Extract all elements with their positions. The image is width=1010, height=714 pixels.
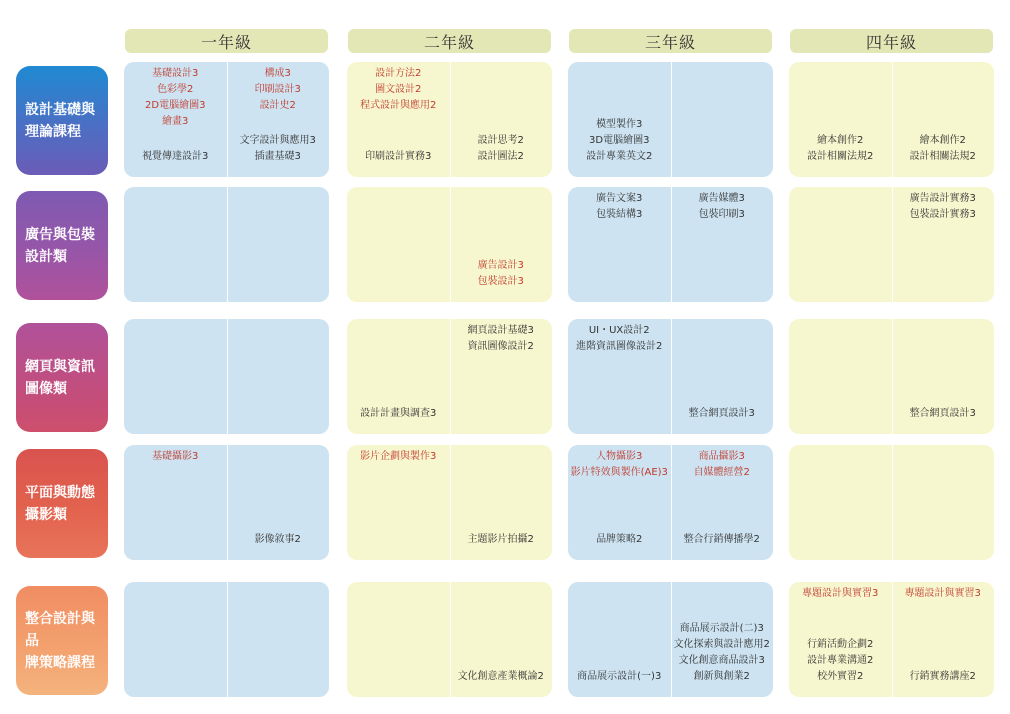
course-group-top — [892, 586, 995, 602]
course-item: 創新與創業2 — [693, 671, 750, 682]
course-block-row4-year1 — [124, 445, 329, 560]
course-group-bottom — [347, 406, 450, 422]
second-semester-cell — [671, 187, 774, 302]
course-block-row5-year1 — [124, 582, 329, 697]
category-label-text: 整合設計與品 牌策略課程 — [25, 610, 95, 671]
course-item: 設計圖法2 — [477, 151, 524, 162]
course-group-bottom — [450, 669, 553, 685]
course-item: 整合行銷傳播學2 — [683, 534, 760, 545]
course-group-bottom — [450, 133, 553, 165]
year-header-3: 三年級 — [569, 29, 772, 53]
course-group-bottom — [671, 621, 774, 685]
second-semester-cell — [227, 319, 330, 434]
category-label-text: 廣告與包裝 設計類 — [25, 226, 95, 265]
second-semester-cell — [671, 62, 774, 177]
first-semester-cell — [347, 319, 450, 434]
category-label-text: 平面與動態 攝影類 — [25, 484, 95, 523]
first-semester-cell — [124, 445, 227, 560]
course-item: 2D電腦繪圖3 — [145, 100, 206, 111]
course-item: 整合網頁設計3 — [688, 408, 755, 419]
course-group-top — [568, 449, 671, 481]
course-group-bottom — [227, 532, 330, 548]
course-item: 影片特效與製作(AE)3 — [570, 467, 668, 478]
course-item: 進階資訊圖像設計2 — [576, 341, 663, 352]
course-group-bottom — [568, 117, 671, 165]
course-group-top — [671, 449, 774, 481]
course-item: UI・UX設計2 — [588, 325, 650, 336]
first-semester-cell — [789, 62, 892, 177]
course-item: 設計方法2 — [375, 68, 422, 79]
course-item: 設計史2 — [259, 100, 296, 111]
course-group-bottom — [671, 406, 774, 422]
year-header-4: 四年級 — [790, 29, 993, 53]
course-item: 文字設計與應用3 — [239, 135, 316, 146]
course-item: 繪畫3 — [162, 116, 189, 127]
course-item: 設計相關法規2 — [807, 151, 874, 162]
second-semester-cell — [450, 319, 553, 434]
course-block-row1-year1 — [124, 62, 329, 177]
course-group-bottom — [450, 258, 553, 290]
course-group-top — [671, 191, 774, 223]
course-block-row2-year1 — [124, 187, 329, 302]
course-item: 構成3 — [264, 68, 291, 79]
course-block-row4-year2 — [347, 445, 552, 560]
first-semester-cell — [347, 445, 450, 560]
course-item: 廣告設計3 — [477, 260, 524, 271]
course-item: 繪本創作2 — [817, 135, 864, 146]
course-group-top — [892, 191, 995, 223]
first-semester-cell — [347, 62, 450, 177]
course-item: 3D電腦繪圖3 — [589, 135, 650, 146]
course-group-bottom — [892, 406, 995, 422]
course-item: 廣告設計實務3 — [909, 193, 976, 204]
course-group-bottom — [450, 532, 553, 548]
second-semester-cell — [892, 445, 995, 560]
course-item: 行銷實務講座2 — [909, 671, 976, 682]
course-item: 設計思考2 — [477, 135, 524, 146]
first-semester-cell — [568, 319, 671, 434]
course-item: 專題設計與實習3 — [904, 588, 981, 599]
course-item: 商品展示設計(一)3 — [577, 671, 662, 682]
course-item: 整合網頁設計3 — [909, 408, 976, 419]
second-semester-cell — [892, 582, 995, 697]
course-item: 印刷設計實務3 — [365, 151, 432, 162]
course-item: 基礎設計3 — [152, 68, 199, 79]
course-group-bottom — [124, 149, 227, 165]
first-semester-cell — [347, 187, 450, 302]
course-item: 影像敘事2 — [254, 534, 301, 545]
course-group-bottom — [227, 133, 330, 165]
course-item: 基礎攝影3 — [152, 451, 199, 462]
course-group-top — [124, 449, 227, 465]
course-group-bottom — [671, 532, 774, 548]
course-block-row4-year3 — [568, 445, 773, 560]
second-semester-cell — [450, 582, 553, 697]
second-semester-cell — [227, 582, 330, 697]
course-group-bottom — [347, 149, 450, 165]
course-item: 影片企劃與製作3 — [360, 451, 437, 462]
first-semester-cell — [568, 62, 671, 177]
first-semester-cell — [789, 582, 892, 697]
first-semester-cell — [124, 582, 227, 697]
course-block-row3-year1 — [124, 319, 329, 434]
course-block-row1-year3 — [568, 62, 773, 177]
course-item: 繪本創作2 — [919, 135, 966, 146]
course-group-bottom — [789, 637, 892, 685]
course-item: 模型製作3 — [596, 119, 643, 130]
course-block-row1-year2 — [347, 62, 552, 177]
course-item: 插畫基礎3 — [254, 151, 301, 162]
course-block-row5-year3 — [568, 582, 773, 697]
course-group-bottom — [568, 532, 671, 548]
course-block-row2-year2 — [347, 187, 552, 302]
course-item: 文化創意商品設計3 — [678, 655, 765, 666]
category-label-4 — [16, 449, 108, 558]
course-item: 主題影片拍攝2 — [467, 534, 534, 545]
course-group-top — [227, 66, 330, 114]
second-semester-cell — [892, 187, 995, 302]
course-block-row3-year3 — [568, 319, 773, 434]
second-semester-cell — [450, 62, 553, 177]
course-item: 文化創意產業概論2 — [457, 671, 544, 682]
second-semester-cell — [227, 187, 330, 302]
course-block-row3-year2 — [347, 319, 552, 434]
first-semester-cell — [568, 582, 671, 697]
course-item: 商品展示設計(二)3 — [679, 623, 764, 634]
course-item: 包裝結構3 — [596, 209, 643, 220]
first-semester-cell — [124, 187, 227, 302]
course-block-row4-year4 — [789, 445, 994, 560]
category-label-1 — [16, 66, 108, 175]
course-group-bottom — [568, 669, 671, 685]
course-group-bottom — [892, 669, 995, 685]
course-item: 自媒體經營2 — [693, 467, 750, 478]
course-item: 品牌策略2 — [596, 534, 643, 545]
course-item: 設計相關法規2 — [909, 151, 976, 162]
course-group-bottom — [789, 133, 892, 165]
course-item: 包裝設計3 — [477, 276, 524, 287]
course-item: 包裝設計實務3 — [909, 209, 976, 220]
course-item: 商品攝影3 — [698, 451, 745, 462]
category-label-3 — [16, 323, 108, 432]
course-group-top — [347, 66, 450, 114]
course-group-top — [347, 449, 450, 465]
first-semester-cell — [789, 445, 892, 560]
course-item: 文化探索與設計應用2 — [673, 639, 770, 650]
second-semester-cell — [227, 445, 330, 560]
course-item: 專題設計與實習3 — [802, 588, 879, 599]
category-label-text: 網頁與資訊 圖像類 — [25, 358, 95, 397]
first-semester-cell — [347, 582, 450, 697]
second-semester-cell — [450, 445, 553, 560]
course-item: 印刷設計3 — [254, 84, 301, 95]
course-item: 校外實習2 — [817, 671, 864, 682]
course-item: 設計計畫與調查3 — [360, 408, 437, 419]
second-semester-cell — [892, 319, 995, 434]
course-group-top — [124, 66, 227, 130]
course-item: 圖文設計2 — [375, 84, 422, 95]
course-item: 視覺傳達設計3 — [142, 151, 209, 162]
first-semester-cell — [789, 187, 892, 302]
course-group-top — [789, 586, 892, 602]
course-item: 程式設計與應用2 — [360, 100, 437, 111]
first-semester-cell — [789, 319, 892, 434]
course-item: 設計專業溝通2 — [807, 655, 874, 666]
second-semester-cell — [671, 319, 774, 434]
course-block-row1-year4 — [789, 62, 994, 177]
course-item: 廣告文案3 — [596, 193, 643, 204]
course-group-top — [450, 323, 553, 355]
course-block-row5-year4 — [789, 582, 994, 697]
course-block-row5-year2 — [347, 582, 552, 697]
second-semester-cell — [227, 62, 330, 177]
year-header-1: 一年級 — [125, 29, 328, 53]
course-block-row2-year4 — [789, 187, 994, 302]
course-item: 行銷活動企劃2 — [807, 639, 874, 650]
course-item: 包裝印刷3 — [698, 209, 745, 220]
second-semester-cell — [450, 187, 553, 302]
course-item: 設計專業英文2 — [586, 151, 653, 162]
first-semester-cell — [124, 62, 227, 177]
course-group-bottom — [892, 133, 995, 165]
year-header-2: 二年級 — [348, 29, 551, 53]
category-label-2 — [16, 191, 108, 300]
course-item: 資訊圖像設計2 — [467, 341, 534, 352]
course-group-top — [568, 191, 671, 223]
course-block-row2-year3 — [568, 187, 773, 302]
second-semester-cell — [671, 445, 774, 560]
first-semester-cell — [124, 319, 227, 434]
first-semester-cell — [568, 445, 671, 560]
course-group-top — [568, 323, 671, 355]
course-block-row3-year4 — [789, 319, 994, 434]
category-label-text: 設計基礎與 理論課程 — [25, 101, 95, 140]
second-semester-cell — [892, 62, 995, 177]
category-label-5 — [16, 586, 108, 695]
course-item: 人物攝影3 — [596, 451, 643, 462]
second-semester-cell — [671, 582, 774, 697]
first-semester-cell — [568, 187, 671, 302]
course-item: 色彩學2 — [157, 84, 194, 95]
course-item: 網頁設計基礎3 — [467, 325, 534, 336]
course-item: 廣告媒體3 — [698, 193, 745, 204]
